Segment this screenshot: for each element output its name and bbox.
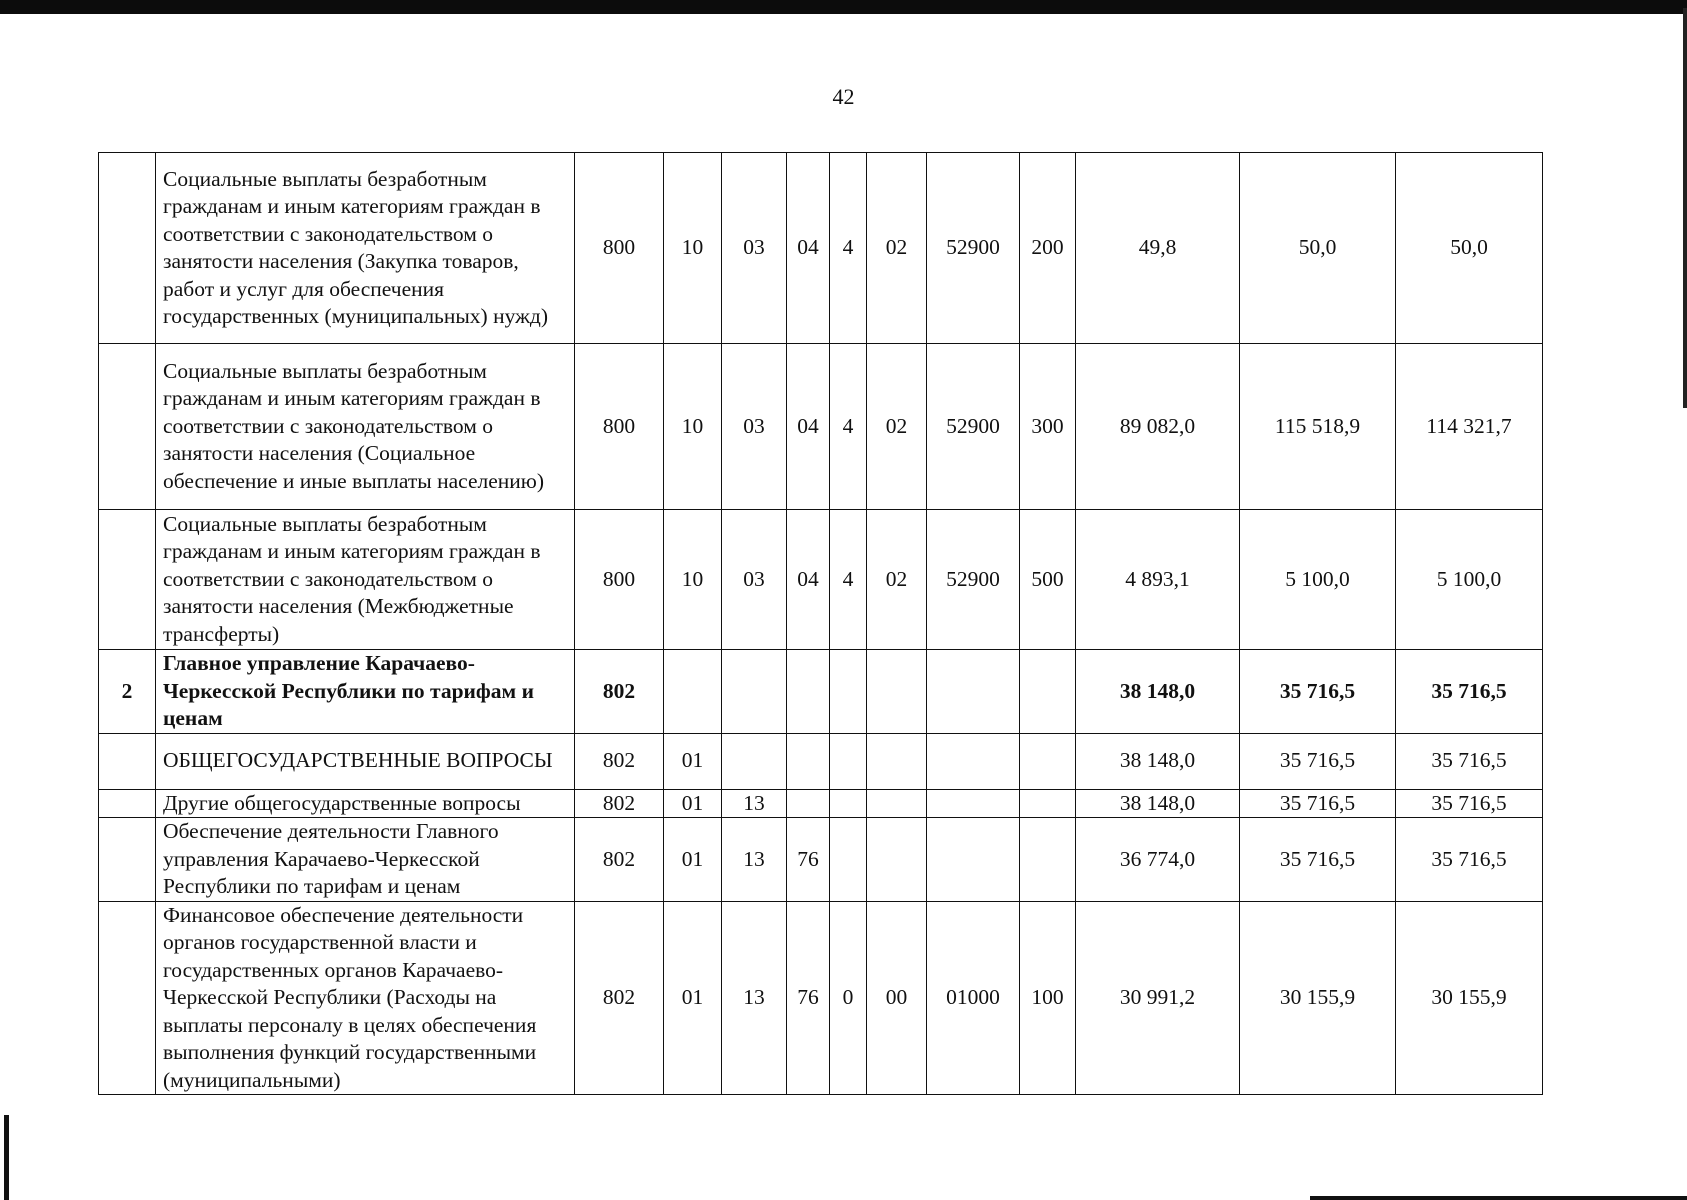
amount-year-3: 50,0 xyxy=(1396,153,1543,344)
admin-code: 802 xyxy=(575,650,664,734)
amount-year-1: 30 991,2 xyxy=(1076,901,1240,1095)
direction-code: 52900 xyxy=(927,153,1020,344)
section-code: 01 xyxy=(664,733,722,789)
table-row xyxy=(99,650,1543,734)
program-code: 76 xyxy=(787,818,830,902)
amount-year-3: 35 716,5 xyxy=(1396,818,1543,902)
event-code: 02 xyxy=(867,153,927,344)
expense-type-code: 500 xyxy=(1020,510,1076,650)
amount-year-1: 4 893,1 xyxy=(1076,510,1240,650)
table-row xyxy=(99,789,1543,818)
program-code: 04 xyxy=(787,344,830,510)
admin-code: 802 xyxy=(575,901,664,1095)
table-row xyxy=(99,344,1543,510)
expense-name: Социальные выплаты безработным гражданам и иным категориям граждан в соответствии с законодательством о занятости населения (Межбюджетные трансферты) xyxy=(156,510,575,650)
admin-code: 802 xyxy=(575,818,664,902)
amount-year-3: 35 716,5 xyxy=(1396,789,1543,818)
scan-border-top xyxy=(0,0,1687,14)
direction-code: 52900 xyxy=(927,344,1020,510)
scan-border-left xyxy=(4,1115,9,1200)
event-code: 00 xyxy=(867,901,927,1095)
event-code xyxy=(867,789,927,818)
amount-year-2: 35 716,5 xyxy=(1240,650,1396,734)
subprogram-code: 4 xyxy=(830,510,867,650)
amount-year-3: 5 100,0 xyxy=(1396,510,1543,650)
page-number: 42 xyxy=(832,84,855,109)
admin-code: 802 xyxy=(575,789,664,818)
program-code xyxy=(787,650,830,734)
event-code xyxy=(867,650,927,734)
budget-table xyxy=(98,152,1543,1095)
subsection-code: 13 xyxy=(722,901,787,1095)
row-index xyxy=(99,510,156,650)
subsection-code: 03 xyxy=(722,510,787,650)
admin-code: 802 xyxy=(575,733,664,789)
expense-name: Финансовое обеспечение деятельности органов государственной власти и государственных органов Карачаево-Черкесской Республики (Расходы на выплаты персоналу в целях обеспечения выполнения функций государственными (муниципальными) xyxy=(156,901,575,1095)
table-row xyxy=(99,510,1543,650)
subprogram-code: 4 xyxy=(830,344,867,510)
amount-year-1: 38 148,0 xyxy=(1076,650,1240,734)
amount-year-3: 30 155,9 xyxy=(1396,901,1543,1095)
amount-year-1: 36 774,0 xyxy=(1076,818,1240,902)
section-code: 10 xyxy=(664,153,722,344)
subprogram-code: 4 xyxy=(830,153,867,344)
expense-name: Социальные выплаты безработным гражданам и иным категориям граждан в соответствии с законодательством о занятости населения (Закупка товаров, работ и услуг для обеспечения государственных (муниципальных) нужд) xyxy=(156,153,575,344)
section-code: 01 xyxy=(664,818,722,902)
direction-code xyxy=(927,789,1020,818)
program-code xyxy=(787,789,830,818)
subsection-code xyxy=(722,733,787,789)
row-index xyxy=(99,789,156,818)
expense-name: ОБЩЕГОСУДАРСТВЕННЫЕ ВОПРОСЫ xyxy=(156,733,575,789)
event-code: 02 xyxy=(867,344,927,510)
table-row xyxy=(99,901,1543,1095)
expense-type-code xyxy=(1020,818,1076,902)
event-code xyxy=(867,733,927,789)
subsection-code: 13 xyxy=(722,789,787,818)
amount-year-2: 35 716,5 xyxy=(1240,733,1396,789)
expense-type-code: 100 xyxy=(1020,901,1076,1095)
amount-year-2: 50,0 xyxy=(1240,153,1396,344)
subprogram-code xyxy=(830,650,867,734)
amount-year-1: 38 148,0 xyxy=(1076,789,1240,818)
amount-year-1: 49,8 xyxy=(1076,153,1240,344)
table-row xyxy=(99,153,1543,344)
section-code: 10 xyxy=(664,510,722,650)
subsection-code xyxy=(722,650,787,734)
row-index xyxy=(99,818,156,902)
expense-name: Обеспечение деятельности Главного управления Карачаево-Черкесской Республики по тарифам и ценам xyxy=(156,818,575,902)
subprogram-code xyxy=(830,818,867,902)
amount-year-3: 35 716,5 xyxy=(1396,650,1543,734)
amount-year-1: 89 082,0 xyxy=(1076,344,1240,510)
program-code: 04 xyxy=(787,153,830,344)
direction-code: 01000 xyxy=(927,901,1020,1095)
admin-code: 800 xyxy=(575,153,664,344)
expense-name: Социальные выплаты безработным гражданам и иным категориям граждан в соответствии с законодательством о занятости населения (Социальное обеспечение и иные выплаты населению) xyxy=(156,344,575,510)
scan-border-right xyxy=(1683,8,1687,408)
direction-code xyxy=(927,733,1020,789)
row-index: 2 xyxy=(99,650,156,734)
subprogram-code xyxy=(830,733,867,789)
subsection-code: 03 xyxy=(722,153,787,344)
admin-code: 800 xyxy=(575,344,664,510)
amount-year-2: 5 100,0 xyxy=(1240,510,1396,650)
expense-type-code xyxy=(1020,650,1076,734)
section-code: 10 xyxy=(664,344,722,510)
row-index xyxy=(99,344,156,510)
subprogram-code: 0 xyxy=(830,901,867,1095)
amount-year-2: 115 518,9 xyxy=(1240,344,1396,510)
program-code xyxy=(787,733,830,789)
event-code: 02 xyxy=(867,510,927,650)
direction-code xyxy=(927,650,1020,734)
direction-code: 52900 xyxy=(927,510,1020,650)
amount-year-3: 35 716,5 xyxy=(1396,733,1543,789)
expense-type-code: 300 xyxy=(1020,344,1076,510)
subprogram-code xyxy=(830,789,867,818)
direction-code xyxy=(927,818,1020,902)
amount-year-1: 38 148,0 xyxy=(1076,733,1240,789)
expense-type-code xyxy=(1020,789,1076,818)
amount-year-2: 30 155,9 xyxy=(1240,901,1396,1095)
table-row xyxy=(99,733,1543,789)
scan-border-bottom xyxy=(1310,1196,1687,1200)
program-code: 04 xyxy=(787,510,830,650)
event-code xyxy=(867,818,927,902)
expense-type-code xyxy=(1020,733,1076,789)
table-row xyxy=(99,818,1543,902)
expense-name: Другие общегосударственные вопросы xyxy=(156,789,575,818)
section-code xyxy=(664,650,722,734)
section-code: 01 xyxy=(664,901,722,1095)
amount-year-2: 35 716,5 xyxy=(1240,789,1396,818)
section-code: 01 xyxy=(664,789,722,818)
subsection-code: 03 xyxy=(722,344,787,510)
row-index xyxy=(99,153,156,344)
amount-year-3: 114 321,7 xyxy=(1396,344,1543,510)
amount-year-2: 35 716,5 xyxy=(1240,818,1396,902)
row-index xyxy=(99,901,156,1095)
row-index xyxy=(99,733,156,789)
program-code: 76 xyxy=(787,901,830,1095)
admin-code: 800 xyxy=(575,510,664,650)
subsection-code: 13 xyxy=(722,818,787,902)
expense-type-code: 200 xyxy=(1020,153,1076,344)
expense-name: Главное управление Карачаево-Черкесской Республики по тарифам и ценам xyxy=(156,650,575,734)
